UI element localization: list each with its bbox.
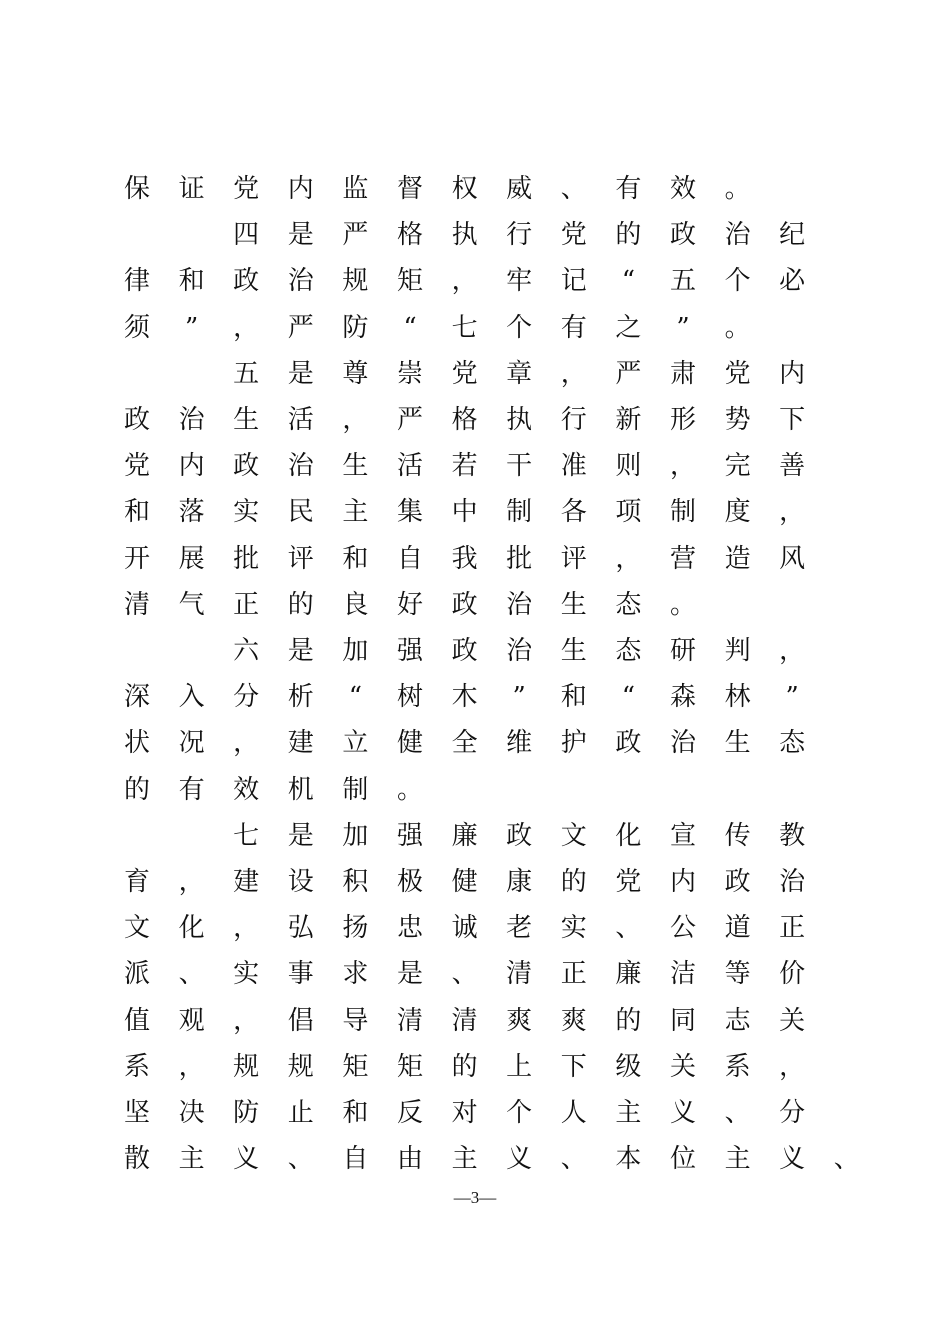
text-char: 志 (724, 1005, 751, 1036)
text-char: 有 (560, 312, 587, 343)
text-char: 政 (451, 636, 478, 666)
text-char: 党 (615, 867, 642, 897)
text-char: ， (615, 543, 642, 574)
text-line (0, 951, 950, 997)
text-char: 健 (451, 867, 478, 897)
text-char: 同 (669, 1005, 696, 1036)
text-char: 自 (342, 1144, 369, 1175)
text-char: 矩 (396, 266, 423, 297)
text-char: 和 (178, 266, 205, 297)
text-char: 本 (615, 1144, 642, 1175)
text-char: 等 (724, 959, 751, 990)
text-char: 效 (233, 774, 260, 805)
text-char: “ (403, 312, 417, 343)
text-char: 强 (396, 820, 423, 851)
text-line (0, 1090, 950, 1136)
text-char: 、 (615, 913, 642, 944)
text-char: 位 (669, 1144, 696, 1175)
text-char: 关 (779, 1005, 806, 1036)
text-char: ， (233, 1005, 260, 1036)
text-char: 设 (287, 867, 314, 897)
text-line (0, 489, 950, 535)
text-char: 正 (779, 913, 806, 944)
text-char: ， (233, 913, 260, 944)
text-char: 政 (233, 266, 260, 297)
text-char: 下 (560, 1051, 587, 1082)
text-char: 规 (342, 266, 369, 297)
text-char: 五 (669, 266, 696, 297)
text-char: 评 (287, 543, 314, 574)
text-char: 宣 (669, 820, 696, 851)
text-char: ， (451, 266, 478, 297)
text-char: 态 (779, 728, 806, 759)
text-char: ， (342, 405, 369, 435)
text-char: 民 (287, 497, 314, 528)
text-char: 政 (123, 405, 150, 435)
text-char: 行 (506, 220, 533, 251)
text-char: 生 (233, 405, 260, 435)
text-char: 护 (560, 728, 587, 759)
text-char: 公 (669, 913, 696, 944)
text-char: 律 (123, 266, 150, 297)
text-char: 扬 (342, 913, 369, 944)
text-char: 入 (178, 682, 205, 713)
text-char: 老 (506, 913, 533, 944)
text-line (0, 998, 950, 1044)
text-char: 五 (233, 358, 260, 389)
text-char: 的 (123, 774, 150, 805)
text-char: 健 (396, 728, 423, 759)
text-char: 防 (233, 1098, 260, 1128)
text-char: 制 (342, 774, 369, 805)
text-char: 活 (287, 405, 314, 435)
text-char: ， (233, 312, 260, 343)
text-char: 加 (342, 636, 369, 666)
text-line (0, 536, 950, 582)
text-char: 主 (724, 1144, 751, 1175)
text-char: 矩 (342, 1051, 369, 1082)
text-line (0, 628, 950, 674)
text-char: “ (621, 682, 636, 713)
text-char: 化 (615, 820, 642, 851)
text-char: 有 (615, 174, 642, 204)
text-char: 权 (451, 174, 478, 204)
text-char: 行 (560, 405, 587, 435)
text-char: 义 (506, 1144, 533, 1175)
text-char: 尊 (342, 358, 369, 389)
text-char: 析 (287, 682, 314, 713)
text-line (0, 905, 950, 951)
text-char: 化 (178, 913, 205, 944)
text-char: ” (184, 312, 199, 343)
text-char: 风 (779, 543, 806, 574)
text-char: 政 (615, 728, 642, 759)
text-char: 干 (506, 451, 533, 482)
text-char: 林 (724, 682, 751, 713)
text-char: ， (779, 1051, 806, 1082)
text-char: 个 (724, 266, 751, 297)
text-char: 严 (396, 405, 423, 435)
text-char: 义 (669, 1098, 696, 1128)
text-char: ， (560, 358, 587, 389)
text-line (0, 582, 950, 628)
text-char: 观 (178, 1005, 205, 1036)
text-char: 和 (342, 543, 369, 574)
text-char: 积 (342, 867, 369, 897)
text-char: 廉 (451, 820, 478, 851)
text-char: ， (779, 636, 806, 666)
text-char: 必 (779, 266, 806, 297)
text-char: 项 (615, 497, 642, 528)
text-char: 矩 (396, 1051, 423, 1082)
text-char: 政 (724, 867, 751, 897)
text-char: 善 (779, 451, 806, 482)
text-char: 。 (724, 174, 751, 204)
text-char: 实 (560, 913, 587, 944)
text-line (0, 720, 950, 766)
text-char: 格 (451, 405, 478, 435)
text-char: 实 (233, 959, 260, 990)
text-char: 坚 (123, 1098, 150, 1128)
text-char: 、 (287, 1144, 314, 1175)
text-char: 主 (451, 1144, 478, 1175)
text-char: 、 (833, 1144, 860, 1175)
text-char: 严 (342, 220, 369, 251)
text-char: 治 (178, 405, 205, 435)
text-char: 生 (560, 636, 587, 666)
text-char: 止 (287, 1098, 314, 1128)
text-char: 严 (615, 358, 642, 389)
text-char: 的 (451, 1051, 478, 1082)
text-char: 弘 (287, 913, 314, 944)
text-char: 和 (342, 1098, 369, 1128)
text-char: 防 (342, 312, 369, 343)
text-char: 制 (669, 497, 696, 528)
text-char: 教 (779, 820, 806, 851)
text-char: 态 (615, 636, 642, 666)
text-char: 新 (615, 405, 642, 435)
text-char: 对 (451, 1098, 478, 1128)
text-char: 、 (724, 1098, 751, 1128)
text-char: “ (621, 266, 636, 297)
text-char: 维 (506, 728, 533, 759)
text-char: 之 (615, 312, 642, 343)
text-char: 有 (178, 774, 205, 805)
text-char: 忠 (396, 913, 423, 944)
text-char: 强 (396, 636, 423, 666)
text-char: 主 (178, 1144, 205, 1175)
text-char: 执 (506, 405, 533, 435)
text-char: 保 (123, 174, 150, 204)
text-char: 严 (287, 312, 314, 343)
text-char: 肃 (669, 358, 696, 389)
text-char: 关 (669, 1051, 696, 1082)
text-char: 集 (396, 497, 423, 528)
text-line (0, 674, 950, 720)
text-char: 效 (669, 174, 696, 204)
text-char: 实 (233, 497, 260, 528)
text-line (0, 212, 950, 258)
text-char: 育 (123, 867, 150, 897)
text-char: 度 (724, 497, 751, 528)
text-char: 势 (724, 405, 751, 435)
text-char: 治 (506, 636, 533, 666)
text-char: 政 (451, 589, 478, 620)
text-char: 威 (506, 174, 533, 204)
text-char: 诚 (451, 913, 478, 944)
text-char: ” (512, 682, 526, 713)
text-char: 文 (123, 913, 150, 944)
text-char: 党 (123, 451, 150, 482)
text-char: 准 (560, 451, 587, 482)
text-char: 极 (396, 867, 423, 897)
text-char: 则 (615, 451, 642, 482)
text-char: 须 (123, 312, 150, 343)
text-char: 规 (287, 1051, 314, 1082)
text-char: 的 (615, 220, 642, 251)
text-char: 是 (287, 220, 314, 251)
text-char: 良 (342, 589, 369, 620)
text-char: 树 (396, 682, 423, 713)
text-char: 级 (615, 1051, 642, 1082)
text-char: 义 (233, 1144, 260, 1175)
text-char: 崇 (396, 358, 423, 389)
text-char: 我 (451, 543, 478, 574)
text-char: 。 (724, 312, 751, 343)
text-char: 是 (287, 358, 314, 389)
text-char: ” (785, 682, 799, 713)
text-char: 决 (178, 1098, 205, 1128)
text-line (0, 859, 950, 905)
text-char: 记 (560, 266, 587, 297)
text-char: 义 (779, 1144, 806, 1175)
text-char: 牢 (506, 266, 533, 297)
text-char: 森 (669, 682, 696, 713)
text-line (0, 305, 950, 351)
text-char: 木 (451, 682, 478, 713)
text-char: 六 (233, 636, 260, 666)
text-line (0, 351, 950, 397)
text-char: ， (233, 728, 260, 759)
text-char: 政 (669, 220, 696, 251)
text-char: 清 (506, 959, 533, 990)
text-char: 批 (233, 543, 260, 574)
text-char: 的 (287, 589, 314, 620)
text-char: 事 (287, 959, 314, 990)
text-char: 造 (724, 543, 751, 574)
text-char: 建 (233, 867, 260, 897)
text-char: 态 (615, 589, 642, 620)
text-char: 规 (233, 1051, 260, 1082)
text-char: 机 (287, 774, 314, 805)
text-char: 生 (724, 728, 751, 759)
text-char: 个 (506, 1098, 533, 1128)
text-char: 内 (287, 174, 314, 204)
text-char: 内 (779, 358, 806, 389)
text-char: 分 (779, 1098, 806, 1128)
text-char: “ (348, 682, 363, 713)
text-char: 系 (724, 1051, 751, 1082)
text-char: 研 (669, 636, 696, 666)
text-char: 批 (506, 543, 533, 574)
text-line (0, 258, 950, 304)
text-char: 治 (287, 451, 314, 482)
text-char: 是 (287, 820, 314, 851)
text-char: 加 (342, 820, 369, 851)
text-char: 深 (123, 682, 150, 713)
text-char: 生 (560, 589, 587, 620)
text-char: 好 (396, 589, 423, 620)
text-char: 道 (724, 913, 751, 944)
text-char: ” (676, 312, 690, 343)
page-number: —3— (453, 1188, 497, 1207)
text-char: 是 (396, 959, 423, 990)
text-char: 康 (506, 867, 533, 897)
text-char: 立 (342, 728, 369, 759)
text-line (0, 813, 950, 859)
text-char: 评 (560, 543, 587, 574)
text-char: 、 (560, 174, 587, 204)
text-char: 倡 (287, 1005, 314, 1036)
text-char: ， (178, 1051, 205, 1082)
text-char: 洁 (669, 959, 696, 990)
text-char: 下 (779, 405, 806, 435)
text-char: 清 (451, 1005, 478, 1036)
text-char: 展 (178, 543, 205, 574)
text-char: 和 (123, 497, 150, 528)
text-char: 正 (233, 589, 260, 620)
text-char: 价 (779, 959, 806, 990)
text-char: 的 (560, 867, 587, 897)
text-char: 治 (724, 220, 751, 251)
text-char: 爽 (560, 1005, 587, 1036)
text-char: 上 (506, 1051, 533, 1082)
text-char: 、 (178, 959, 205, 990)
text-char: 党 (724, 358, 751, 389)
text-char: 是 (287, 636, 314, 666)
text-char: 值 (123, 1005, 150, 1036)
text-line (0, 1044, 950, 1090)
text-char: 政 (233, 451, 260, 482)
text-char: 传 (724, 820, 751, 851)
text-char: 督 (396, 174, 423, 204)
text-char: 。 (669, 589, 696, 620)
text-char: 党 (233, 174, 260, 204)
text-line (0, 767, 950, 813)
text-char: 清 (123, 589, 150, 620)
text-char: 党 (451, 358, 478, 389)
text-char: 正 (560, 959, 587, 990)
text-char: 分 (233, 682, 260, 713)
text-char: 况 (178, 728, 205, 759)
text-char: 文 (560, 820, 587, 851)
text-char: 执 (451, 220, 478, 251)
text-char: ， (178, 867, 205, 897)
text-char: 人 (560, 1098, 587, 1128)
text-char: 治 (779, 867, 806, 897)
text-char: 四 (233, 220, 260, 251)
text-char: 七 (451, 312, 478, 343)
text-char: 格 (396, 220, 423, 251)
text-char: 建 (287, 728, 314, 759)
text-char: 形 (669, 405, 696, 435)
text-char: 开 (123, 543, 150, 574)
text-char: 、 (451, 959, 478, 990)
text-char: 营 (669, 543, 696, 574)
text-char: 。 (396, 774, 423, 805)
text-char: 生 (342, 451, 369, 482)
text-char: 监 (342, 174, 369, 204)
text-char: 内 (669, 867, 696, 897)
text-char: 证 (178, 174, 205, 204)
text-char: 中 (451, 497, 478, 528)
text-char: 治 (506, 589, 533, 620)
text-char: 的 (615, 1005, 642, 1036)
text-char: 和 (560, 682, 587, 713)
text-char: 派 (123, 959, 150, 990)
text-char: ， (669, 451, 696, 482)
text-char: 治 (287, 266, 314, 297)
text-line (0, 443, 950, 489)
text-line (0, 397, 950, 443)
text-char: 清 (396, 1005, 423, 1036)
text-char: 若 (451, 451, 478, 482)
text-char: 个 (506, 312, 533, 343)
text-char: 判 (724, 636, 751, 666)
text-char: 完 (724, 451, 751, 482)
text-char: 治 (669, 728, 696, 759)
text-char: 导 (342, 1005, 369, 1036)
text-char: 纪 (779, 220, 806, 251)
text-char: 由 (396, 1144, 423, 1175)
text-char: 系 (123, 1051, 150, 1082)
text-char: 党 (560, 220, 587, 251)
text-char: 状 (123, 728, 150, 759)
text-char: 廉 (615, 959, 642, 990)
text-char: ， (779, 497, 806, 528)
text-line (0, 166, 950, 212)
text-char: 主 (342, 497, 369, 528)
text-char: 全 (451, 728, 478, 759)
text-char: 活 (396, 451, 423, 482)
text-char: 求 (342, 959, 369, 990)
text-char: 自 (396, 543, 423, 574)
text-char: 散 (123, 1144, 150, 1175)
text-char: 制 (506, 497, 533, 528)
text-char: 各 (560, 497, 587, 528)
text-char: 、 (560, 1144, 587, 1175)
text-char: 反 (396, 1098, 423, 1128)
text-char: 政 (506, 820, 533, 851)
text-char: 主 (615, 1098, 642, 1128)
text-char: 内 (178, 451, 205, 482)
text-char: 七 (233, 820, 260, 851)
text-line (0, 1136, 950, 1182)
text-char: 爽 (506, 1005, 533, 1036)
text-char: 章 (506, 358, 533, 389)
text-char: 气 (178, 589, 205, 620)
text-char: 落 (178, 497, 205, 528)
